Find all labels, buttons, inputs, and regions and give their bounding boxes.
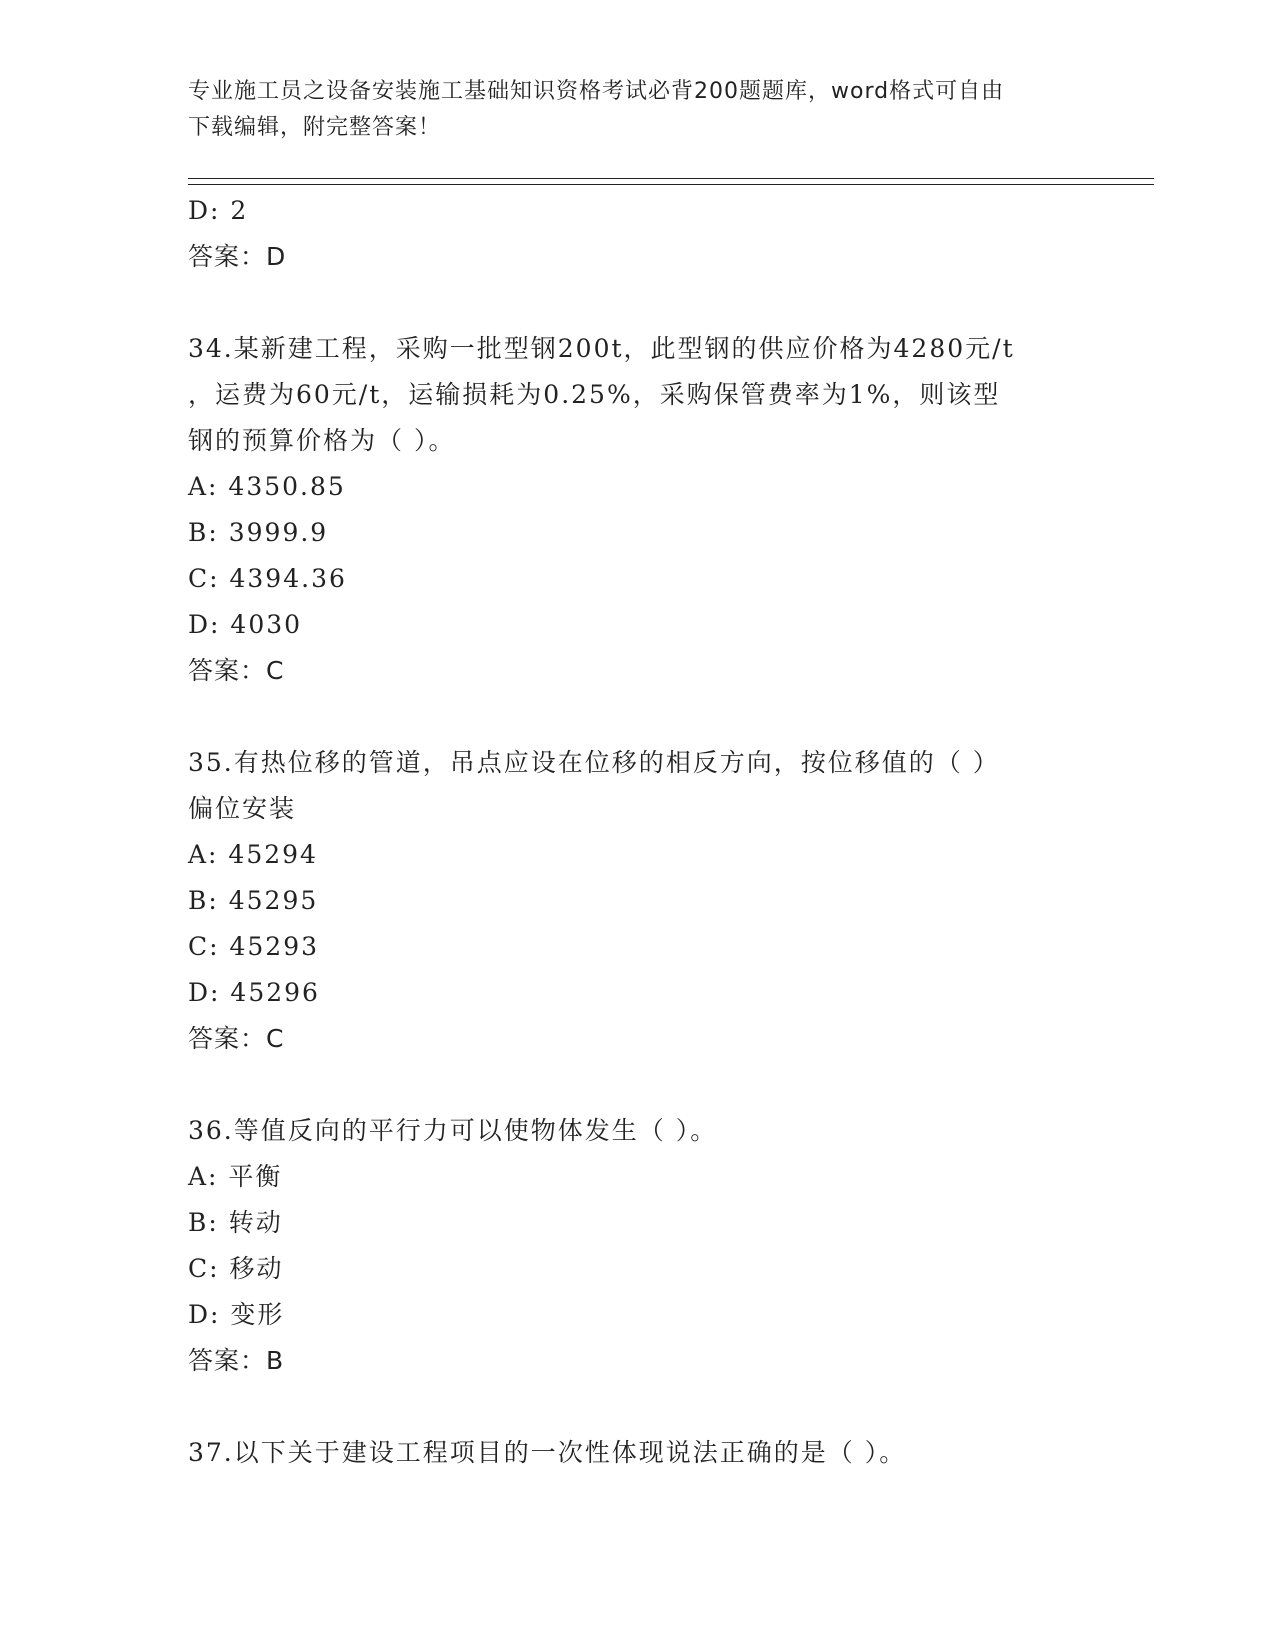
option-b: B: 3999.9 xyxy=(188,518,329,547)
spacer xyxy=(188,694,1088,740)
question-stem-line: 钢的预算价格为（ ）。 xyxy=(188,426,456,455)
question-stem-line: 36.等值反向的平行力可以使物体发生（ ）。 xyxy=(188,1116,718,1145)
question-stem-line: 37.以下关于建设工程项目的一次性体现说法正确的是（ ）。 xyxy=(188,1438,907,1467)
option-c: C: 45293 xyxy=(188,932,320,961)
answer-line: 答案：C xyxy=(188,1024,285,1053)
answer-line: 答案：C xyxy=(188,656,285,685)
answer-line: 答案：B xyxy=(188,1346,285,1375)
question-stem-line: 35.有热位移的管道，吊点应设在位移的相反方向，按位移值的（ ） xyxy=(188,748,1000,777)
question-stem-line: ，运费为60元/t，运输损耗为0.25%，采购保管费率为1%，则该型 xyxy=(188,380,1001,409)
previous-question-tail xyxy=(188,188,1088,280)
question-36 xyxy=(188,1108,1088,1384)
header-divider-bottom xyxy=(188,184,1154,185)
question-list xyxy=(188,188,1088,1476)
spacer xyxy=(188,280,1088,326)
question-stem-line: 偏位安装 xyxy=(188,794,297,823)
question-35 xyxy=(188,740,1088,1062)
option-a: A: 45294 xyxy=(188,840,318,869)
option-c: C: 移动 xyxy=(188,1254,284,1283)
option-a: A: 4350.85 xyxy=(188,472,346,501)
option-c: C: 4394.36 xyxy=(188,564,347,593)
option-b: B: 转动 xyxy=(188,1208,283,1237)
header-title-line-2: 下载编辑，附完整答案！ xyxy=(188,115,442,140)
question-37 xyxy=(188,1430,1088,1476)
option-a: A: 平衡 xyxy=(188,1162,283,1191)
header-divider-top xyxy=(188,178,1154,179)
question-34 xyxy=(188,326,1088,694)
option-d: D: 4030 xyxy=(188,610,303,639)
option-b: B: 45295 xyxy=(188,886,319,915)
header-title-line-1: 专业施工员之设备安装施工基础知识资格考试必背200题题库，word格式可自由 xyxy=(188,79,1005,104)
option-d: D: 变形 xyxy=(188,1300,285,1329)
option-d: D: 45296 xyxy=(188,978,320,1007)
option-d: D: 2 xyxy=(188,196,249,225)
answer-line: 答案：D xyxy=(188,242,287,271)
document-header xyxy=(188,74,1068,146)
spacer xyxy=(188,1384,1088,1430)
spacer xyxy=(188,1062,1088,1108)
question-stem-line: 34.某新建工程，采购一批型钢200t，此型钢的供应价格为4280元/t xyxy=(188,334,1015,363)
